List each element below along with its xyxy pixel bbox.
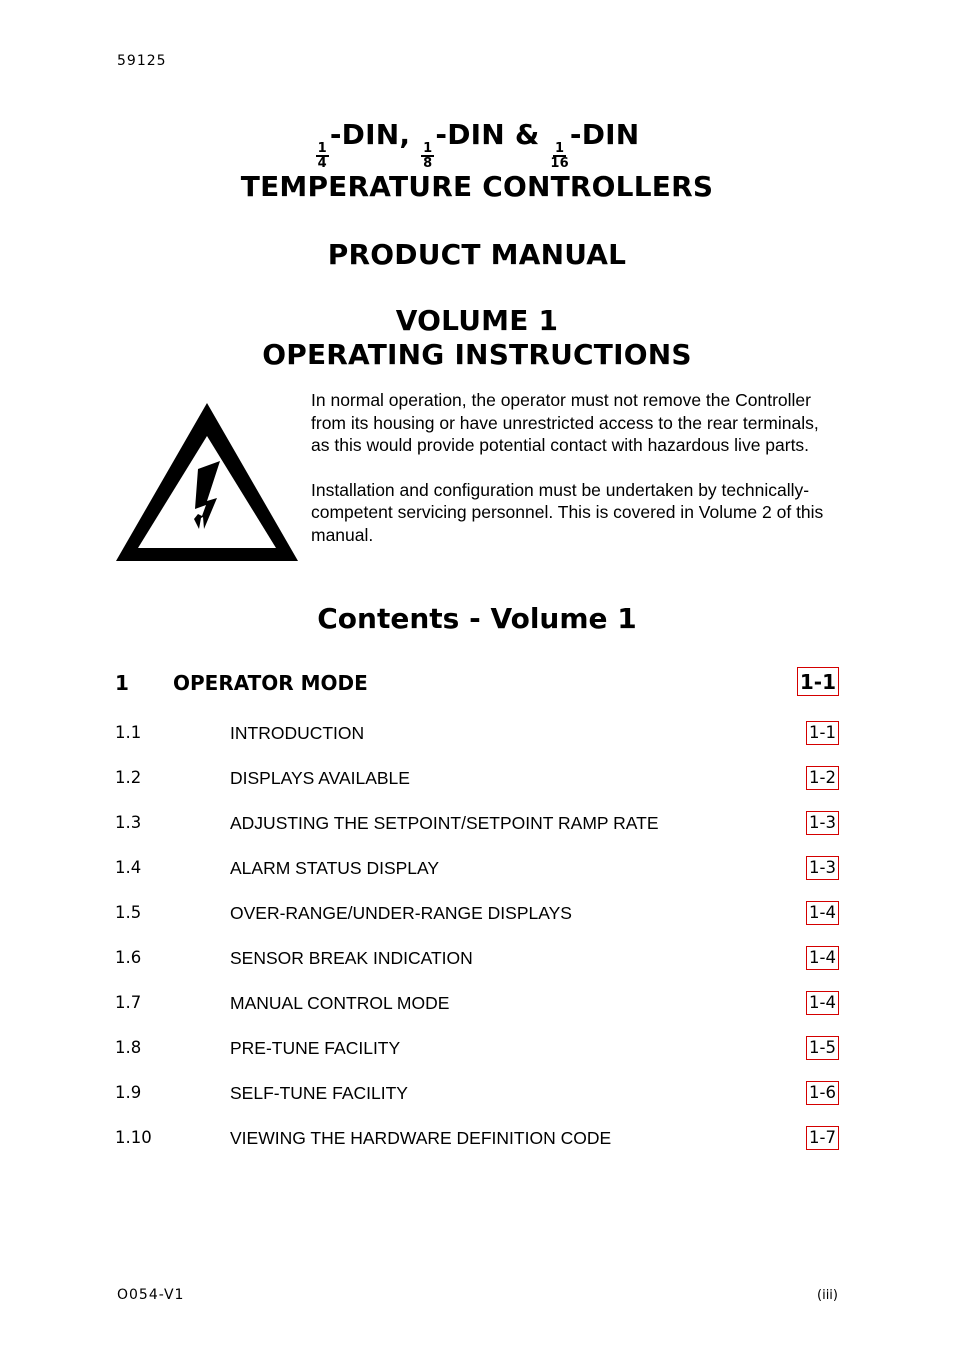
title-block — [0, 118, 954, 372]
toc-section-title: OPERATOR MODE — [173, 671, 368, 695]
toc-row — [115, 721, 839, 766]
toc-item-title: OVER-RANGE/UNDER-RANGE DISPLAYS — [230, 903, 572, 923]
fraction-eighth: $\frac{1}{8}$ — [423, 141, 433, 171]
table-of-contents — [115, 721, 839, 1171]
toc-item-page-link[interactable]: 1-7 — [806, 1126, 839, 1150]
toc-row — [115, 766, 839, 811]
toc-row — [115, 1081, 839, 1126]
warning-paragraph-installation: Installation and configuration must be undertaken by technically-competent servicing personnel. This is covered in Volume 2 of this manual. — [311, 479, 824, 545]
title-line-volume: VOLUME 1 — [395, 304, 559, 337]
toc-item-number: 1.5 — [115, 903, 142, 922]
toc-row — [115, 811, 839, 856]
footer-document-code: O054-V1 — [117, 1287, 185, 1303]
toc-item-page-link[interactable]: 1-6 — [806, 1081, 839, 1105]
toc-item-title: SELF-TUNE FACILITY — [230, 1083, 408, 1103]
safety-warning-text — [311, 389, 836, 546]
toc-item-page-link[interactable]: 1-3 — [806, 811, 839, 835]
toc-row — [115, 946, 839, 991]
toc-item-title: ADJUSTING THE SETPOINT/SETPOINT RAMP RATE — [230, 813, 659, 833]
toc-item-number: 1.4 — [115, 858, 142, 877]
toc-item-number: 1.6 — [115, 948, 142, 967]
fraction-quarter: $\frac{1}{4}$ — [317, 141, 327, 171]
toc-row — [115, 901, 839, 946]
title-line-din-sizes: $\frac{1}{4}$ -DIN, $\frac{1}{8}$ -DIN & $\frac{1}{16}$ -DIN — [317, 118, 640, 171]
toc-item-title: SENSOR BREAK INDICATION — [230, 948, 473, 968]
toc-item-number: 1.3 — [115, 813, 142, 832]
toc-item-title: ALARM STATUS DISPLAY — [230, 858, 440, 878]
toc-item-page-link[interactable]: 1-1 — [806, 721, 839, 745]
toc-section-page-link[interactable]: 1-1 — [797, 667, 839, 696]
title-line-operating-instructions: OPERATING INSTRUCTIONS — [262, 338, 692, 371]
contents-heading: Contents - Volume 1 — [317, 602, 637, 635]
document-number: 59125 — [117, 53, 167, 69]
warning-paragraph-operation: In normal operation, the operator must not remove the Controller from its housing or have unrestricted access to the rear terminals, as this would provide potential contact with hazardous live parts. — [311, 390, 819, 455]
toc-item-page-link[interactable]: 1-4 — [806, 946, 839, 970]
toc-item-title: MANUAL CONTROL MODE — [230, 993, 450, 1013]
toc-item-title: PRE-TUNE FACILITY — [230, 1038, 401, 1058]
title-line-product-manual: PRODUCT MANUAL — [327, 238, 627, 271]
toc-section-number: 1 — [115, 671, 129, 695]
footer-page-number: (iii) — [817, 1288, 838, 1303]
toc-item-title: VIEWING THE HARDWARE DEFINITION CODE — [230, 1128, 612, 1148]
toc-item-page-link[interactable]: 1-4 — [806, 901, 839, 925]
toc-section-row — [115, 667, 839, 699]
toc-item-number: 1.10 — [115, 1128, 152, 1147]
toc-item-number: 1.1 — [115, 723, 142, 742]
fraction-sixteenth: $\frac{1}{16}$ — [550, 141, 569, 171]
toc-item-page-link[interactable]: 1-3 — [806, 856, 839, 880]
toc-item-page-link[interactable]: 1-5 — [806, 1036, 839, 1060]
toc-item-number: 1.7 — [115, 993, 142, 1012]
toc-row — [115, 1126, 839, 1171]
toc-row — [115, 1036, 839, 1081]
toc-item-page-link[interactable]: 1-2 — [806, 766, 839, 790]
toc-item-number: 1.8 — [115, 1038, 142, 1057]
title-line-controllers: TEMPERATURE CONTROLLERS — [240, 170, 714, 203]
toc-item-number: 1.9 — [115, 1083, 142, 1102]
toc-item-number: 1.2 — [115, 768, 142, 787]
toc-item-title: INTRODUCTION — [230, 723, 365, 743]
toc-item-title: DISPLAYS AVAILABLE — [230, 768, 410, 788]
toc-row — [115, 856, 839, 901]
electrical-hazard-icon — [114, 401, 300, 563]
toc-row — [115, 991, 839, 1036]
toc-item-page-link[interactable]: 1-4 — [806, 991, 839, 1015]
